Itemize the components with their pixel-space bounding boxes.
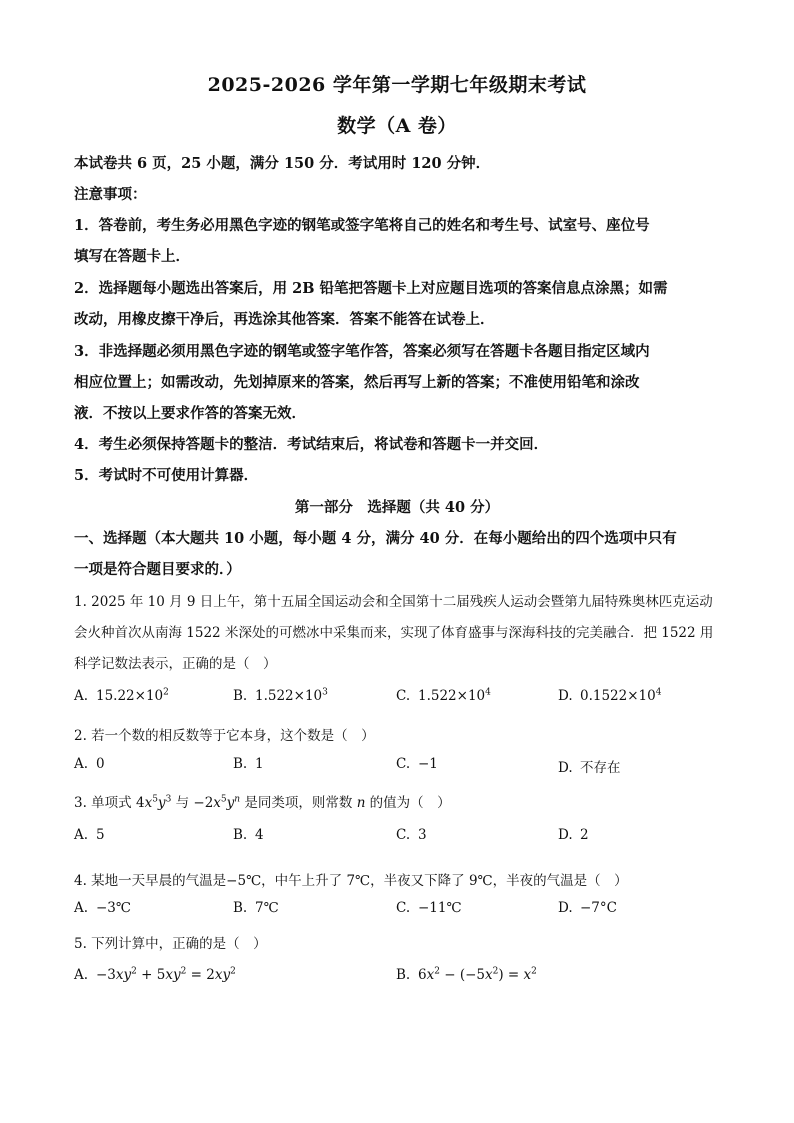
q3-stem: 3. 单项式 $4x^5y^3$ 与 $-2x^5y^n$ 是同类项，则常数 n 的值为（ ） — [74, 794, 451, 811]
q3-monomial-2: $-2x^5y^n$ — [193, 794, 241, 811]
q3-option-c: C. 3 — [396, 827, 427, 843]
part1-instruction: 一项是符合题目要求的．） — [74, 561, 241, 578]
q5-option-b: B. $6x^2 - (-5x^2) = x^2$ — [396, 966, 537, 983]
q1-stem: 会火种首次从南海 1522 米深处的可燃冰中采集而来，实现了体育盛事与深海科技的完美融合．把 1522 用 — [74, 625, 714, 641]
q4-option-d: D. −7°C — [558, 900, 617, 916]
q2-option-d: D. 不存在 — [558, 760, 621, 776]
q3-option-b: B. 4 — [233, 827, 264, 843]
q4-option-a: A. −3℃ — [74, 900, 132, 916]
exam-title: 2025-2026 学年第一学期七年级期末考试 — [207, 74, 587, 96]
q4-stem: 4. 某地一天早晨的气温是−5℃，中午上升了 7℃，半夜又下降了 9℃，半夜的气温是（ ） — [74, 873, 628, 889]
notice-line: 2．选择题每小题选出答案后，用 2B 铅笔把答题卡上对应题目选项的答案信息点涂黑；如需 — [74, 280, 668, 297]
q1-option-a: A. $15.22\times 10^2$ — [74, 687, 169, 704]
notice-heading: 注意事项： — [74, 186, 147, 203]
notice-line: 改动，用橡皮擦干净后，再选涂其他答案．答案不能答在试卷上． — [74, 311, 495, 328]
part1-instruction: 一、选择题（本大题共 10 小题，每小题 4 分，满分 40 分．在每小题给出的四个选项中只有 — [74, 530, 677, 547]
notice-line: 填写在答题卡上． — [74, 248, 190, 265]
q1-option-b: B. $1.522\times 10^3$ — [233, 687, 328, 704]
notice-line: 3．非选择题必须用黑色字迹的钢笔或签字笔作答，答案必须写在答题卡各题目指定区域内 — [74, 343, 650, 360]
notice-line: 相应位置上；如需改动，先划掉原来的答案，然后再写上新的答案；不准使用铅笔和涂改 — [74, 374, 640, 391]
q5-option-a: A. $-3xy^2 + 5xy^2 = 2xy^2$ — [74, 966, 236, 983]
q5-stem: 5. 下列计算中，正确的是（ ） — [74, 936, 267, 952]
exam-intro: 本试卷共 6 页，25 小题，满分 150 分．考试用时 120 分钟． — [74, 155, 491, 172]
q3-option-a: A. 5 — [74, 827, 105, 843]
exam-subtitle: 数学（A 卷） — [337, 115, 457, 137]
notice-line: 1．答卷前，考生务必用黑色字迹的钢笔或签字笔将自己的姓名和考生号、试室号、座位号 — [74, 217, 650, 234]
part1-title: 第一部分 选择题（共 40 分） — [294, 499, 500, 516]
q4-option-c: C. −11℃ — [396, 900, 462, 916]
q2-stem: 2. 若一个数的相反数等于它本身，这个数是（ ） — [74, 728, 375, 744]
q1-stem: 科学记数法表示，正确的是（ ） — [74, 656, 277, 672]
notice-line: 5．考试时不可使用计算器． — [74, 467, 259, 484]
q3-option-d: D. 2 — [558, 827, 589, 843]
q1-option-c: C. $1.522\times 10^4$ — [396, 687, 491, 704]
q1-option-d: D. $0.1522\times 10^4$ — [558, 687, 662, 704]
notice-line: 4．考生必须保持答题卡的整洁．考试结束后，将试卷和答题卡一并交回． — [74, 436, 549, 453]
q2-option-a: A. 0 — [74, 756, 105, 772]
q3-monomial-1: $4x^5y^3$ — [135, 794, 172, 811]
q1-stem: 1. 2025 年 10 月 9 日上午，第十五届全国运动会和全国第十二届残疾人运动会暨第九届特殊奥林匹克运动 — [74, 594, 713, 610]
q4-option-b: B. 7℃ — [233, 900, 279, 916]
q2-option-b: B. 1 — [233, 756, 264, 772]
notice-line: 液．不按以上要求作答的答案无效． — [74, 405, 306, 422]
q2-option-c: C. −1 — [396, 756, 438, 772]
